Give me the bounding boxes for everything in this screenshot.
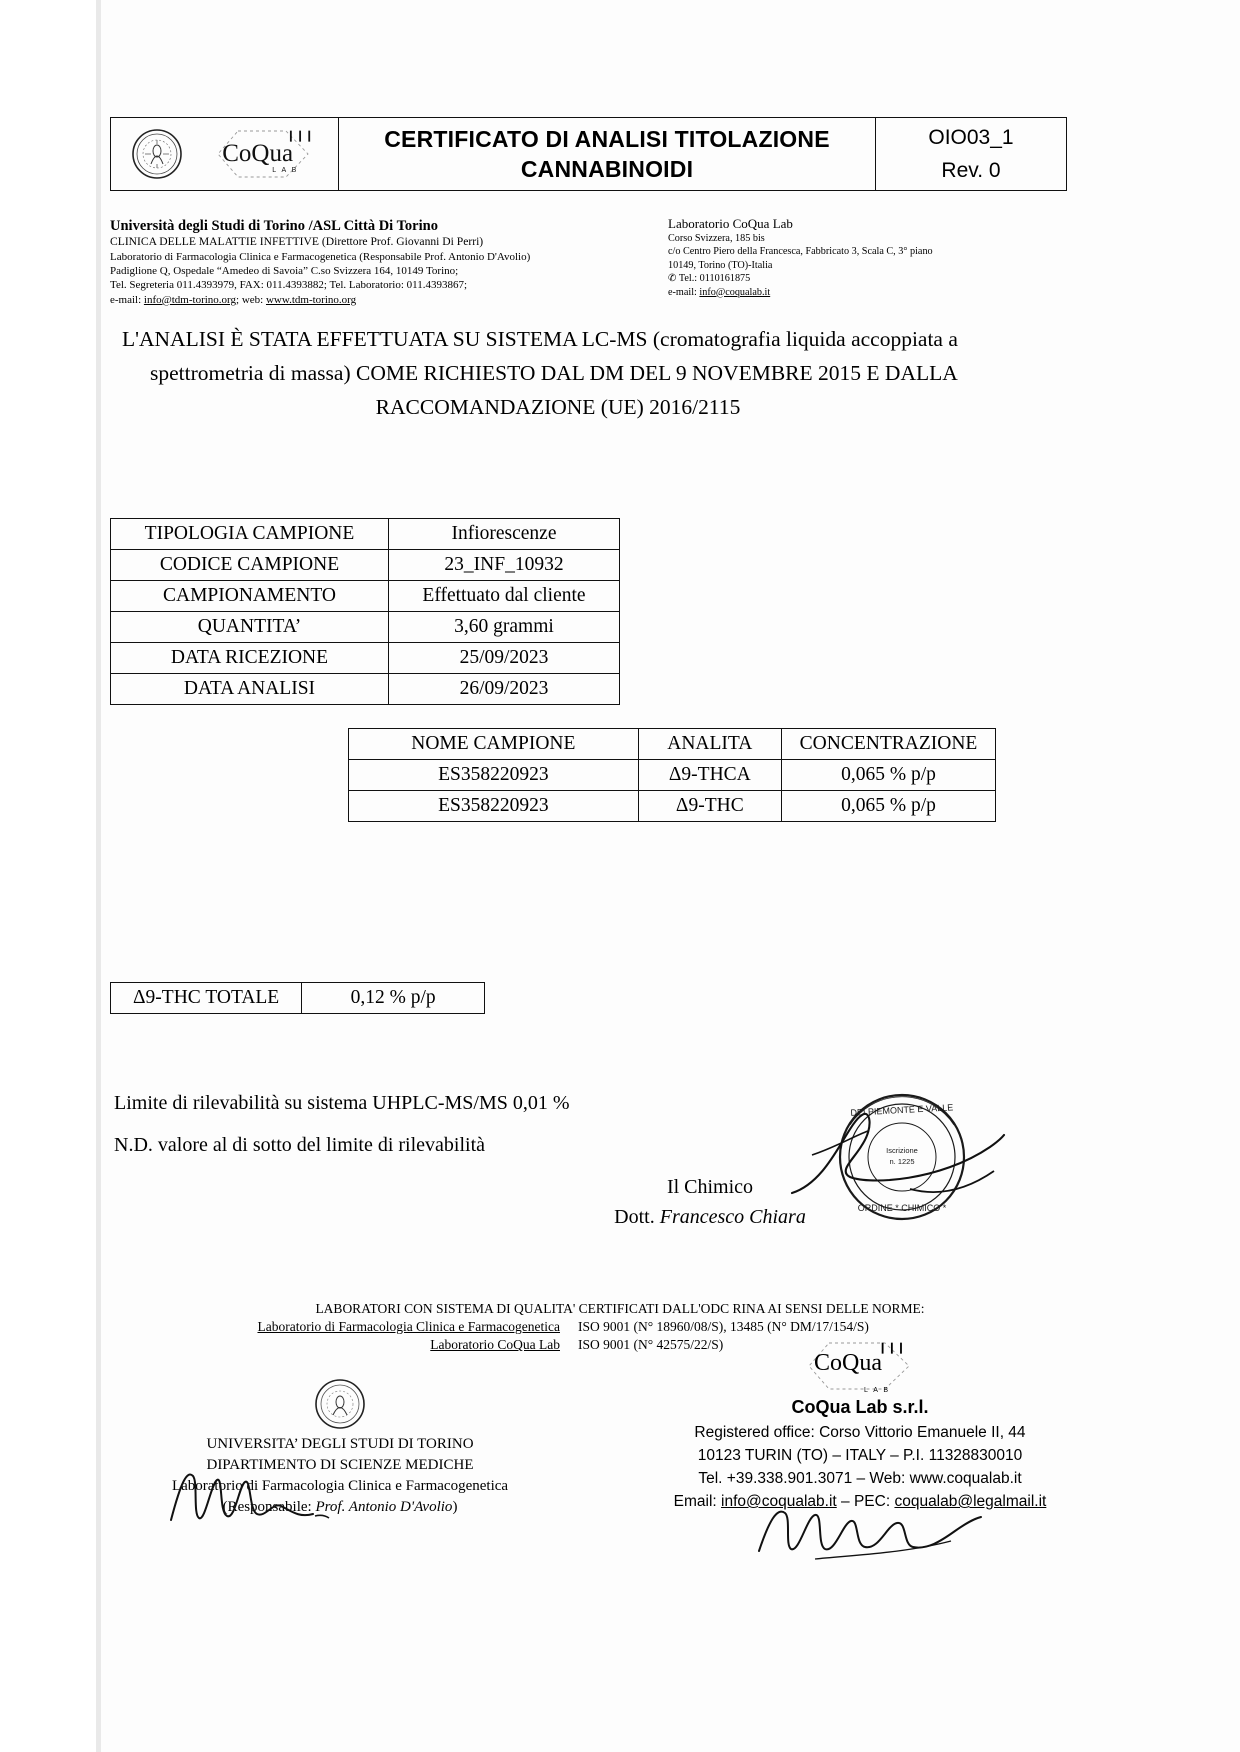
analysis-statement-line1: L'ANALISI È STATA EFFETTUATA SU SISTEMA LC-MS (cromatografia liquida accoppiata a [122, 327, 958, 351]
scan-margin [0, 0, 97, 1752]
university-seal-icon [131, 128, 183, 180]
email-link[interactable]: info@coqualab.it [721, 1493, 837, 1510]
results-cell-concentration: 0,065 % p/p [781, 760, 995, 791]
address-university-line4: Padiglione Q, Ospedale “Amedeo di Savoia” C.so Svizzera 164, 10149 Torino; [110, 265, 459, 277]
address-coqua-email [668, 286, 1098, 299]
sample-info-body [111, 519, 620, 705]
table-header-row [349, 729, 996, 760]
certification-lab: Laboratorio di Farmacologia Clinica e Farmacogenetica [257, 1319, 560, 1334]
email-label: Email: [673, 1493, 722, 1510]
sample-row-value: 3,60 grammi [388, 612, 619, 643]
header-logo-cell [111, 118, 339, 190]
address-coqua-line1: Laboratorio CoQua Lab [668, 216, 793, 231]
address-coqua-line2: Corso Svizzera, 185 bis [668, 233, 765, 244]
leaf-icon: ❙❙❙ [878, 1342, 906, 1354]
footer-university-line1: UNIVERSITA’ DEGLI STUDI DI TORINO [206, 1436, 474, 1452]
table-row [111, 612, 620, 643]
university-seal-icon [314, 1378, 366, 1430]
coqua-logo [210, 126, 318, 182]
analysis-statement-line2: spettrometria di massa) COME RICHIESTO DAL DM DEL 9 NOVEMBRE 2015 E DALLA [150, 361, 958, 385]
certification-norm: ISO 9001 (N° 42575/22/S) [578, 1337, 724, 1352]
results-cell-sample: ES358220923 [349, 791, 639, 822]
thc-total-label: Δ9-THC TOTALE [111, 983, 302, 1014]
document-header [110, 117, 1067, 191]
sample-row-label: TIPOLOGIA CAMPIONE [111, 519, 389, 550]
footer-university-line2: DIPARTIMENTO DI SCIENZE MEDICHE [206, 1457, 474, 1473]
email-link[interactable]: info@coqualab.it [699, 286, 771, 298]
results-table [348, 728, 996, 822]
company-phone-web: Tel. +39.338.901.3071 – Web: www.coqualab.it [698, 1470, 1022, 1487]
sample-row-label: QUANTITA’ [111, 612, 389, 643]
company-city-vat: 10123 TURIN (TO) – ITALY – P.I. 11328830010 [697, 1447, 1023, 1464]
company-name: CoQua Lab s.r.l. [791, 1397, 929, 1417]
document-title-line2: CANNABINOIDI [520, 156, 694, 182]
thc-total-value: 0,12 % p/p [302, 983, 485, 1014]
svg-text:Iscrizione: Iscrizione [886, 1146, 918, 1155]
sample-row-label: DATA ANALISI [111, 674, 389, 705]
results-header-concentration: CONCENTRAZIONE [781, 729, 995, 760]
document-revision: Rev. 0 [941, 159, 1001, 182]
results-header-analyte: ANALITA [638, 729, 781, 760]
leaf-icon: ❙❙❙ [286, 130, 314, 142]
results-header-sample: NOME CAMPIONE [349, 729, 639, 760]
analysis-statement-line3: RACCOMANDAZIONE (UE) 2016/2115 [375, 395, 741, 419]
chemist-name: Francesco Chiara [659, 1206, 806, 1228]
handwritten-signature-left [165, 1462, 365, 1532]
table-row [111, 643, 620, 674]
sample-row-value: 26/09/2023 [388, 674, 619, 705]
web-link[interactable]: www.tdm-torino.org [265, 293, 357, 306]
analysis-notes [114, 1082, 814, 1166]
sample-row-label: DATA RICEZIONE [111, 643, 389, 674]
analysis-statement [118, 322, 998, 424]
svg-text:n. 1225: n. 1225 [889, 1157, 915, 1166]
footer-company-block [600, 1340, 1120, 1513]
address-coqua-phone: ✆ Tel.: 0110161875 [668, 273, 751, 285]
document-title-line1: CERTIFICATO DI ANALISI TITOLAZIONE [384, 126, 830, 152]
address-university-line2: CLINICA DELLE MALATTIE INFETTIVE (Direttore Prof. Giovanni Di Perri) [110, 235, 484, 248]
table-row [111, 550, 620, 581]
email-label: e-mail: [668, 286, 700, 298]
document-revision-cell [876, 118, 1066, 190]
footer-university-line3: Laboratorio di Farmacologia Clinica e Farmacogenetica [171, 1478, 509, 1494]
document-code: OIO03_1 [928, 126, 1014, 149]
coqua-logo-text: CoQua [222, 140, 294, 167]
svg-text:ORDINE * CHIMICO *: ORDINE * CHIMICO * [857, 1203, 947, 1213]
address-coqua-line3: c/o Centro Piero della Francesca, Fabbricato 3, Scala C, 3° piano [668, 246, 933, 258]
address-university-line5: Tel. Segreteria 011.4393979, FAX: 011.4393882; Tel. Laboratorio: 011.4393867; [110, 279, 468, 292]
results-body [349, 729, 996, 822]
certification-lab: Laboratorio CoQua Lab [430, 1337, 560, 1352]
pec-link[interactable]: coqualab@legalmail.it [894, 1493, 1047, 1510]
responsible-label: (Responsabile: [222, 1499, 316, 1515]
table-row [349, 760, 996, 791]
pec-label: – PEC: [836, 1493, 895, 1510]
chemist-role: Il Chimico [666, 1176, 754, 1198]
chemist-title: Dott. [614, 1206, 660, 1228]
address-university-line1: Università degli Studi di Torino /ASL Città Di Torino [110, 218, 438, 234]
address-coqua-line4: 10149, Torino (TO)-Italia [668, 259, 773, 271]
thc-total-body [111, 983, 485, 1014]
results-cell-analyte: Δ9-THCA [638, 760, 781, 791]
address-university-line3: Laboratorio di Farmacologia Clinica e Farmacogenetica (Responsabile Prof. Antonio D'Avolio) [110, 250, 531, 263]
thc-total-table [110, 982, 485, 1014]
table-row [111, 519, 620, 550]
address-university [110, 218, 655, 307]
certification-title: LABORATORI CON SISTEMA DI QUALITA' CERTIFICATI DALL'ODC RINA AI SENSI DELLE NORME: [315, 1301, 925, 1316]
table-row [111, 581, 620, 612]
certification-norm: ISO 9001 (N° 18960/08/S), 13485 (N° DM/17/154/S) [578, 1319, 869, 1334]
sample-row-value: Effettuato dal cliente [388, 581, 619, 612]
email-link[interactable]: info@tdm-torino.org [143, 293, 237, 306]
sample-info-table [110, 518, 620, 705]
sample-row-label: CODICE CAMPIONE [111, 550, 389, 581]
certification-row [230, 1318, 1010, 1336]
handwritten-signature-right [755, 1495, 985, 1565]
nd-definition-note: N.D. valore al di sotto del limite di rilevabilità [114, 1134, 486, 1156]
sample-row-value: Infiorescenze [388, 519, 619, 550]
table-row [111, 674, 620, 705]
official-stamp-icon [790, 1085, 1005, 1245]
table-row [111, 983, 485, 1014]
sample-row-value: 23_INF_10932 [388, 550, 619, 581]
results-cell-concentration: 0,065 % p/p [781, 791, 995, 822]
results-cell-analyte: Δ9-THC [638, 791, 781, 822]
web-label: ; web: [236, 293, 266, 306]
svg-text:DEI PIEMONTE E VALLE: DEI PIEMONTE E VALLE [850, 1102, 954, 1118]
sample-row-label: CAMPIONAMENTO [111, 581, 389, 612]
sample-row-value: 25/09/2023 [388, 643, 619, 674]
address-university-line6 [110, 293, 655, 307]
coqua-logo-sub: L A B [864, 1387, 891, 1394]
coqua-logo-sub: L A B [272, 167, 299, 174]
document-title [339, 118, 876, 190]
address-coqua-lab [668, 216, 1098, 299]
results-cell-sample: ES358220923 [349, 760, 639, 791]
coqua-logo [800, 1340, 920, 1394]
company-address: Registered office: Corso Vittorio Emanuele II, 44 [694, 1424, 1026, 1441]
detection-limit-note: Limite di rilevabilità su sistema UHPLC-MS/MS 0,01 % [114, 1092, 570, 1114]
table-row [349, 791, 996, 822]
email-label: e-mail: [110, 293, 144, 306]
coqua-logo-text: CoQua [814, 1350, 882, 1376]
responsible-name: Prof. Antonio D'Avolio [315, 1499, 453, 1515]
responsible-suffix: ) [452, 1499, 458, 1515]
